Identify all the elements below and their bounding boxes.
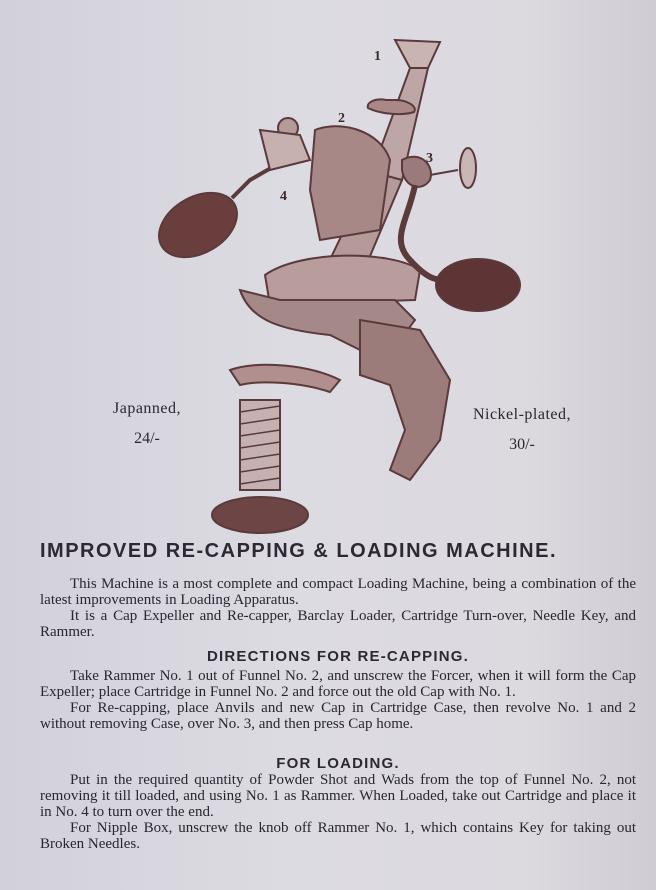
part-number-1: 1	[374, 49, 381, 64]
paragraph: For Re-capping, place Anvils and new Cap in Cartridge Case, then revolve No. 1 and 2 without removing Case, over No. 3, and then press Cap home.	[40, 700, 636, 732]
recapping-text	[40, 668, 636, 732]
section-heading-loading: FOR LOADING.	[276, 755, 400, 772]
paragraph: Put in the required quantity of Powder Shot and Wads from the top of Funnel No. 2, not removing it till loaded, and using No. 1 as Rammer. When Loaded, take out Cartridge and place it in No. 4 to turn over the end.	[40, 772, 636, 820]
paragraph: It is a Cap Expeller and Re-capper, Barclay Loader, Cartridge Turn-over, Needle Key, and Rammer.	[40, 608, 636, 640]
price-nickel-plated	[452, 404, 592, 456]
page-title: IMPROVED RE-CAPPING & LOADING MACHINE.	[40, 540, 558, 562]
part-number-3: 3	[426, 151, 433, 166]
intro-text	[40, 576, 636, 640]
paragraph: This Machine is a most complete and compact Loading Machine, being a combination of the latest improvements in Loading Apparatus.	[40, 576, 636, 608]
part-number-2: 2	[338, 111, 345, 126]
price-label: Japanned,	[112, 400, 182, 417]
paragraph: For Nipple Box, unscrew the knob off Rammer No. 1, which contains Key for taking out Broken Needles.	[40, 820, 636, 852]
loading-text	[40, 772, 636, 852]
price-label: Nickel-plated,	[472, 406, 572, 423]
part-number-4: 4	[280, 189, 287, 204]
price-amount: 30/-	[509, 436, 535, 453]
paragraph: Take Rammer No. 1 out of Funnel No. 2, and unscrew the Forcer, when it will form the Cap Expeller; place Cartridge in Funnel No. 2 and force out the old Cap with No. 1.	[40, 668, 636, 700]
price-amount: 24/-	[134, 430, 160, 447]
loading-machine-illustration	[140, 20, 540, 540]
section-heading-recapping: DIRECTIONS FOR RE-CAPPING.	[206, 648, 470, 665]
price-japanned	[92, 398, 202, 450]
